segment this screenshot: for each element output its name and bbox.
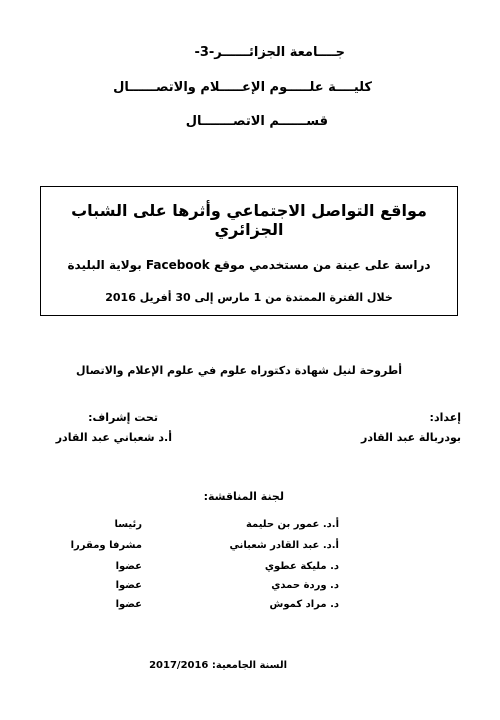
thesis-title: مواقع التواصل الاجتماعي وأثرها على الشباب الجزائري	[71, 201, 427, 239]
committee-member-name: د. مراد كموش	[269, 599, 339, 610]
study-period: خلال الفترة الممتدة من 1 مارس إلى 30 أفريل 2016	[105, 291, 393, 304]
academic-year: السنة الجامعية: 2017/2016	[149, 660, 287, 671]
committee-member-name: د. وردة حمدي	[271, 580, 339, 591]
prepared-by-label: إعداد:	[429, 411, 461, 424]
department-name: قســــــم الاتصـــــــال	[185, 114, 328, 129]
thesis-purpose: أطروحة لنيل شهادة دكتوراه علوم في علوم الإعلام والاتصال	[76, 364, 402, 377]
committee-member-name: أ.د. عمور بن حليمة	[245, 519, 339, 530]
faculty-name: كليــــة علـــــوم الإعـــــلام والاتصــــــال	[113, 80, 372, 95]
author-name: بودربالة عبد القادر	[360, 431, 461, 444]
committee-member-name: د. مليكة عطوي	[264, 561, 339, 572]
committee-member-role: رئيسا	[114, 519, 142, 530]
committee-member-role: مشرفا ومقررا	[70, 540, 142, 551]
committee-member-role: عضوا	[115, 561, 142, 572]
committee-member-role: عضوا	[115, 599, 142, 610]
committee-title: لجنة المناقشة:	[203, 490, 284, 503]
committee-member-name: أ.د. عبد القادر شعباني	[229, 540, 339, 551]
committee-member-role: عضوا	[115, 580, 142, 591]
title-box	[40, 186, 458, 316]
university-name: جــــامعة الجزائــــــر-3-	[194, 45, 345, 60]
supervisor-label: تحت إشراف:	[88, 411, 158, 424]
thesis-subtitle: دراسة على عينة من مستخدمي موقع Facebook بولاية البليدة	[67, 258, 431, 272]
supervisor-name: أ.د شعباني عبد القادر	[55, 431, 172, 444]
